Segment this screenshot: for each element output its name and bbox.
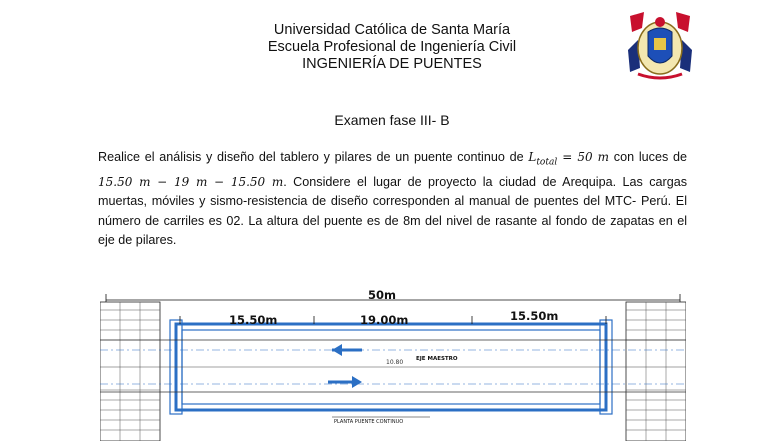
plan-caption: PLANTA PUENTE CONTINUO: [334, 419, 404, 425]
span-center-label: 19.00m: [360, 313, 409, 327]
total-length-label: 50m: [368, 288, 396, 302]
document-header: [0, 22, 784, 73]
statement-body: . Considere el lugar de proyecto la ciudad de Arequipa. Las cargas muertas, móviles y sismo-resistencia de diseño corresponden al manual de puentes del MTC- Perú. El número de carriles es 02. La altura del puente es de 8m del nivel de rasante al fondo de zapatas en el eje de pilares.: [98, 174, 687, 248]
right-abutment: [626, 302, 686, 441]
spans-formula: 15.50 m − 19 m − 15.50 m: [98, 174, 284, 189]
course-name: INGENIERÍA DE PUENTES: [302, 56, 482, 72]
exam-title: Examen fase III- B: [334, 112, 450, 128]
axis-label: EJE MAESTRO: [416, 356, 458, 362]
left-abutment: [100, 302, 160, 441]
statement-line1-pre: Realice el análisis y diseño del tablero y pilares de un puente continuo de: [98, 150, 529, 164]
statement-line1-post: con: [609, 150, 635, 164]
school-name: Escuela Profesional de Ingeniería Civil: [267, 39, 517, 55]
problem-statement: [98, 148, 687, 251]
statement-line2-pre: luces de: [638, 150, 687, 164]
deck-width-label: 10.80: [386, 359, 404, 366]
span-left-label: 15.50m: [229, 313, 278, 327]
ltotal-formula: $L_{total} = 50$ m: [528, 150, 610, 168]
span-right-label: 15.50m: [510, 309, 559, 323]
bridge-plan-drawing: [100, 280, 686, 441]
university-name: Universidad Católica de Santa María: [273, 22, 511, 38]
